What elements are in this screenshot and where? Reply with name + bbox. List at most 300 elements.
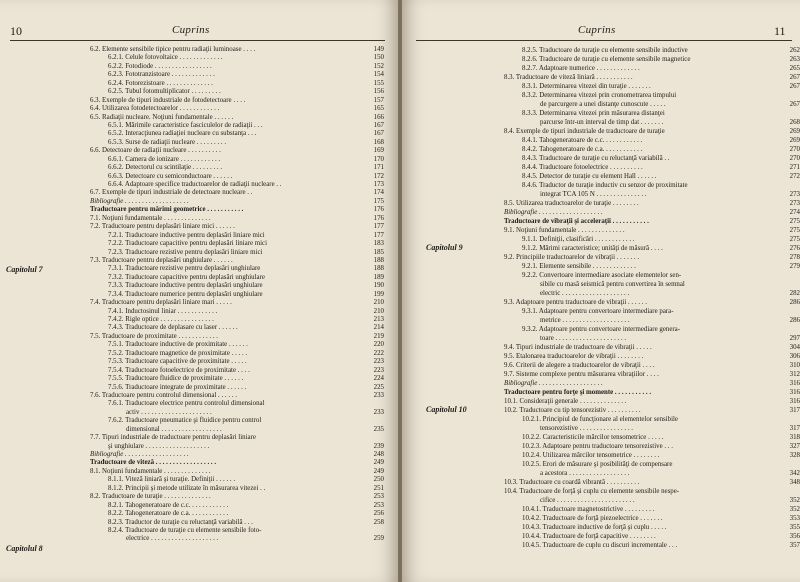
toc-entry-title: 9.7. Sisteme complexe pentru măsurarea vibraţiilor . . . .	[504, 371, 659, 378]
toc-entry	[90, 425, 384, 434]
toc-entry-page: 274	[789, 209, 800, 216]
toc-entry-page: 273	[789, 191, 800, 198]
toc-entry-page: 253	[373, 493, 384, 501]
toc-entry	[90, 493, 384, 501]
toc-entry	[504, 325, 774, 334]
toc-entry-page: 210	[373, 307, 384, 315]
toc-entry	[504, 379, 800, 388]
toc-entry-title: 10.4.2. Traductoare de forţă piezoelectrice . . . . . . .	[522, 515, 663, 522]
toc-entry-page: 154	[373, 71, 384, 79]
toc-entry-page: 286	[789, 299, 800, 306]
toc-entry-title: 6.6.2. Detectorul cu scintilaţie . . . . . . . . .	[108, 164, 223, 172]
toc-entry	[504, 460, 774, 469]
toc-entry	[504, 415, 774, 424]
toc-entry	[504, 118, 800, 127]
toc-entry-page: 317	[789, 407, 800, 414]
toc-entry-title: 8.4.3. Traductoare de turaţie cu reluctanţă variabilă . .	[522, 155, 670, 162]
toc-entry	[90, 96, 384, 105]
toc-entry	[90, 265, 384, 273]
toc-entry	[90, 484, 384, 493]
toc-entry-title: 8.4.5. Detector de turaţie cu element Hall . . . . . .	[522, 173, 657, 180]
toc-entry	[90, 442, 384, 451]
toc-entry-page: 185	[373, 248, 384, 256]
toc-entry-page: 273	[789, 200, 800, 207]
toc-entry-page: 219	[373, 332, 384, 340]
toc-entry-page: 171	[373, 164, 384, 172]
toc-entry	[504, 523, 800, 532]
toc-entry	[504, 253, 800, 262]
toc-entry-page: 342	[789, 470, 800, 477]
toc-entry	[90, 79, 384, 88]
toc-entry-title: 7.4. Traductoare pentru deplasări liniare mari . . . . .	[90, 299, 232, 307]
chapter-label: Capitolul 7	[6, 264, 43, 274]
toc-entry-title: 10.2.3. Adaptoare pentru traductoare tensorezistive . . .	[522, 443, 673, 450]
toc-entry-title: 7.1. Noţiuni fundamentale . . . . . . . . . . . . . .	[90, 214, 211, 222]
toc-entry	[504, 64, 800, 73]
toc-entry	[90, 164, 384, 172]
toc-entry	[504, 307, 774, 316]
toc-entry-title: 9.3.2. Adaptoare pentru convertoare intermediare genera-	[522, 326, 681, 333]
toc-entry-title: 9.3. Adaptoare pentru traductoare de vibraţii . . . . . .	[504, 299, 647, 306]
toc-entry-page: 316	[789, 389, 800, 396]
toc-entry-title: 6.3. Exemple de tipuri industriale de fotodetectoare . . . .	[90, 96, 246, 104]
toc-entry	[504, 145, 800, 154]
toc-entry	[90, 172, 384, 181]
toc-entry-title: 8.2.1. Tahogeneratoare de c.c. . . . . . . . . . . .	[108, 501, 229, 509]
toc-entry-page: 239	[373, 442, 384, 450]
toc-entry-page: 328	[789, 452, 800, 459]
toc-entry-page: 355	[789, 524, 800, 531]
toc-entry-page: 276	[789, 245, 800, 252]
toc-entry	[504, 406, 800, 415]
toc-entry	[90, 408, 384, 417]
toc-entry-page: 235	[373, 425, 384, 433]
toc-entry	[504, 235, 800, 244]
toc-entry-page: 189	[373, 273, 384, 281]
toc-entry	[90, 451, 384, 459]
toc-entry-page: 267	[789, 101, 800, 108]
toc-entry	[90, 366, 384, 375]
toc-entry-page: 222	[373, 349, 384, 357]
toc-entry-page: 297	[789, 335, 800, 342]
toc-entry-title: 6.5.1. Mărimile caracteristice fasciculelor de radiaţii . . .	[108, 121, 263, 129]
chapter-label: Capitolul 10	[426, 405, 467, 414]
right-toc-entries	[504, 46, 800, 550]
toc-entry	[504, 190, 800, 199]
toc-entry-page: 356	[789, 533, 800, 540]
toc-entry-page: 271	[789, 164, 800, 171]
toc-entry-page: 177	[373, 231, 384, 239]
toc-entry-page: 177	[373, 223, 384, 231]
toc-entry-page: 312	[789, 371, 800, 378]
toc-entry-page: 265	[789, 65, 800, 72]
toc-entry-title: 8.2.4. Traductoare de turaţie cu elemente sensibile foto-	[108, 526, 262, 534]
chapter-label: Capitolul 8	[6, 543, 43, 553]
toc-entry	[90, 155, 384, 164]
toc-entry	[90, 501, 384, 510]
toc-entry	[504, 505, 800, 514]
toc-entry-title: Traductoare de vibraţii şi acceleraţii . . . . . . . . . . .	[504, 218, 649, 225]
toc-entry	[504, 46, 800, 55]
toc-entry-title: 7.6.1. Traductoare electrice pentru controlul dimensional	[108, 400, 265, 408]
toc-entry	[504, 55, 800, 64]
toc-entry	[504, 532, 800, 541]
toc-entry-title: 7.2.3. Traductoare rezistive pentru deplasări liniare mici	[108, 248, 263, 256]
toc-entry	[90, 476, 384, 484]
toc-entry-title: Bibliografie . . . . . . . . . . . . . . . . . . .	[90, 197, 189, 205]
toc-entry	[90, 71, 384, 79]
toc-entry-page: 156	[373, 88, 384, 96]
toc-entry-page: 348	[789, 479, 800, 486]
toc-entry	[90, 316, 384, 324]
toc-entry-page: 233	[373, 408, 384, 416]
toc-entry-page: 233	[373, 391, 384, 399]
toc-entry	[90, 121, 384, 130]
toc-entry	[90, 349, 384, 358]
toc-entry	[90, 324, 384, 332]
toc-entry-title: 8.5. Utilizarea traductoarelor de turaţie . . . . . . . .	[504, 200, 639, 207]
toc-entry-page: 155	[373, 79, 384, 87]
toc-entry	[90, 248, 384, 257]
right-page-number: 11	[774, 24, 786, 38]
toc-entry	[504, 514, 800, 523]
toc-entry-page: 318	[789, 434, 800, 441]
toc-entry-title: 6.2.2. Fotodiode . . . . . . . . . . . . . . . . .	[108, 62, 212, 70]
toc-entry	[504, 424, 800, 433]
toc-entry-title: integrat TCA 105 N . . . . . . . . . . . . . . .	[540, 191, 647, 198]
toc-entry-page: 168	[373, 138, 384, 146]
toc-entry-title: 8.1.1. Viteză liniară şi turaţie. Definiţii . . . . . .	[108, 476, 236, 484]
toc-entry-title: 6.6. Detectoare de radiaţii nucleare . . . . . . . . . .	[90, 147, 221, 155]
toc-entry	[90, 290, 384, 299]
left-header-rule	[10, 40, 385, 41]
toc-entry	[90, 181, 384, 189]
toc-entry	[504, 82, 800, 91]
toc-entry	[504, 73, 800, 82]
toc-entry-title: 7.5.4. Traductoare fotoelectrice de proximitate . . . .	[108, 366, 250, 374]
toc-entry-page: 224	[373, 375, 384, 383]
toc-entry-page: 317	[789, 425, 800, 432]
toc-entry	[504, 289, 800, 298]
toc-entry-title: 7.5.1. Traductoare inductive de proximitate . . . . . .	[108, 341, 248, 349]
toc-entry	[504, 442, 800, 451]
toc-entry-page: 269	[789, 128, 800, 135]
toc-entry-page: 286	[789, 317, 800, 324]
toc-entry-page: 256	[373, 510, 384, 518]
toc-entry	[504, 208, 800, 217]
toc-entry	[90, 527, 358, 535]
toc-entry-page: 210	[373, 299, 384, 307]
toc-entry-page: 270	[789, 155, 800, 162]
toc-entry-title: 10.4.5. Traductoare de cuplu cu discuri incrementale . . .	[522, 542, 678, 549]
toc-entry-title: tensorezistive . . . . . . . . . . . . . . . .	[540, 425, 634, 432]
toc-entry-page: 267	[789, 83, 800, 90]
toc-entry-page: 278	[789, 254, 800, 261]
toc-entry-page: 220	[373, 341, 384, 349]
toc-entry-title: 9.1.1. Definiţii, clasificări . . . . . . . . . . . .	[522, 236, 635, 243]
toc-entry-title: 6.2.5. Tubul fotomultiplicator . . . . . . . . .	[108, 88, 221, 96]
right-header	[402, 24, 800, 40]
toc-entry-title: 10.4. Traductoare de forţă şi cuplu cu elemente sensibile nespe-	[504, 488, 680, 495]
toc-entry	[90, 391, 384, 400]
toc-entry-title: de parcurgere a unei distanţe cunoscute . . . . .	[540, 101, 666, 108]
toc-entry-title: 10.3. Traductoare cu coardă vibrantă . . . . . . . . . .	[504, 479, 640, 486]
toc-entry	[504, 397, 800, 406]
toc-entry-title: activ . . . . . . . . . . . . . . . . . . . . .	[126, 408, 212, 416]
toc-entry-title: 6.5.3. Surse de radiaţii nucleare . . . . . . . . .	[108, 138, 227, 146]
toc-entry-page: 173	[373, 181, 384, 188]
toc-entry-title: 8.4.4. Traductoare fotoelectrice . . . . . . . . . .	[522, 164, 643, 171]
toc-entry-page: 262	[789, 47, 800, 54]
toc-entry-title: 8.2. Traductoare de turaţie . . . . . . . . . . . . . .	[90, 493, 211, 501]
right-header-rule	[416, 40, 792, 41]
toc-entry-title: 9.3.1. Adaptoare pentru convertoare intermediare para-	[522, 308, 674, 315]
toc-entry-title: Traductoare pentru forţe şi momente . . . . . . . . . . .	[504, 389, 652, 396]
toc-entry-title: 6.6.1. Camera de ionizare . . . . . . . . . . . .	[108, 155, 221, 163]
toc-entry-title: 10.2. Traductoare cu tip tensorezistiv . . . . . . . . . .	[504, 407, 641, 414]
toc-entry-page: 357	[789, 542, 800, 549]
toc-entry-title: 8.3. Traductoare de viteză liniară . . . . . . . . . . .	[504, 74, 633, 81]
toc-entry-title: parcurse într-un interval de timp dat . . . . . . .	[540, 119, 664, 126]
toc-entry-title: 7.2. Traductoare pentru deplasări liniare mici . . . . . .	[90, 223, 235, 231]
toc-entry-page: 272	[789, 173, 800, 180]
toc-entry-title: 7.3.1. Traductoare rezistive pentru deplasări unghiulare	[108, 265, 261, 273]
toc-entry	[504, 433, 800, 442]
toc-entry	[504, 172, 800, 181]
toc-entry-title: 9.1. Noţiuni fundamentale . . . . . . . . . . . . . .	[504, 227, 625, 234]
toc-entry-title: toare . . . . . . . . . . . . . . . . . . . . .	[540, 335, 627, 342]
toc-entry	[90, 256, 384, 265]
toc-entry-page: 316	[789, 398, 800, 405]
toc-entry-page: 249	[373, 459, 384, 467]
toc-entry-page: 167	[373, 121, 384, 129]
toc-entry-title: 9.2. Principiile traductoarelor de vibraţii . . . . . . .	[504, 254, 640, 261]
toc-entry-title: 8.2.6. Traductoare de turaţie cu elemente sensibile magnetice	[522, 56, 691, 63]
toc-entry	[504, 487, 774, 496]
toc-entry-title: 10.4.4. Traductoare de forţă capacitive . . . . . . . .	[522, 533, 656, 540]
toc-entry	[504, 109, 774, 118]
toc-entry-page: 214	[373, 324, 384, 332]
left-header	[0, 24, 398, 40]
toc-entry-page: 225	[373, 383, 384, 391]
toc-entry-page: 258	[373, 518, 384, 526]
toc-entry-title: 6.2.3. Fototranzistoare . . . . . . . . . . . . .	[108, 71, 215, 79]
toc-entry-title: 9.5. Etalonarea traductoarelor de vibraţii . . . . . . . .	[504, 353, 644, 360]
toc-entry	[90, 358, 384, 366]
toc-entry-page: 263	[789, 56, 800, 63]
toc-entry	[504, 163, 800, 172]
toc-entry	[90, 147, 384, 155]
toc-entry	[90, 223, 384, 231]
toc-entry-title: dimensional . . . . . . . . . . . . . . . . . .	[126, 425, 222, 433]
toc-entry-page: 250	[373, 476, 384, 484]
toc-entry	[90, 518, 384, 527]
toc-entry-page: 152	[373, 62, 384, 70]
toc-entry	[90, 138, 384, 147]
toc-entry	[90, 510, 384, 518]
right-page	[402, 0, 800, 582]
toc-entry	[90, 535, 384, 543]
toc-entry-title: 8.2.3. Traductor de turaţie cu reluctanţă variabilă . . .	[108, 518, 253, 526]
toc-entry-page: 353	[789, 515, 800, 522]
toc-entry-title: 8.3.1. Determinarea vitezei din turaţie . . . . . . .	[522, 83, 651, 90]
toc-entry	[90, 417, 358, 425]
toc-entry	[90, 105, 384, 113]
toc-entry-title: 6.5. Radiaţii nucleare. Noţiuni fundamentale . . . . . .	[90, 113, 234, 121]
toc-entry-title: Bibliografie . . . . . . . . . . . . . . . . . . .	[504, 209, 603, 216]
toc-entry-title: 8.4.6. Traductor de turaţie inductiv cu senzor de proximitate	[522, 182, 688, 189]
toc-entry-page: 275	[789, 227, 800, 234]
toc-entry	[90, 273, 384, 282]
toc-entry	[504, 262, 800, 271]
toc-entry-page: 170	[373, 155, 384, 163]
toc-entry-title: 8.4.2. Tahogeneratoare de c.a. . . . . . . . . . . .	[522, 146, 643, 153]
toc-entry-title: 7.3.3. Traductoare inductive pentru deplasări unghiulare	[108, 282, 263, 290]
toc-entry	[90, 231, 384, 240]
toc-entry-page: 310	[789, 362, 800, 369]
toc-entry-page: 268	[789, 119, 800, 126]
toc-entry-title: 7.3.4. Traductoare numerice pentru deplasări unghiulare	[108, 290, 263, 298]
toc-entry-title: 6.2.1. Celule fotovoltaice . . . . . . . . . . . . .	[108, 54, 223, 62]
toc-entry-title: 10.2.1. Principiul de funcţionare al elementelor sensibile	[522, 416, 678, 423]
toc-entry-page: 327	[789, 443, 800, 450]
left-toc-entries	[90, 46, 384, 544]
toc-entry-title: 7.6.2. Traductoare pneumatice şi fluidice pentru control	[108, 417, 262, 425]
toc-entry-title: 6.2. Elemente sensibile tipice pentru radiaţii luminoase . . . .	[90, 46, 256, 53]
toc-entry-title: 8.3.2. Determinarea vitezei prin cronometrarea timpului	[522, 92, 677, 99]
toc-entry-page: 248	[373, 451, 384, 458]
toc-entry-title: 7.5.5. Traductoare fluidice de proximitate . . . . . .	[108, 375, 244, 383]
toc-entry-title: Traductoare de viteză . . . . . . . . . . . . . . . . . .	[90, 459, 217, 467]
toc-entry-page: 304	[789, 344, 800, 351]
toc-entry-title: 8.2.5. Traductoare de turaţie cu elemente sensibile inductive	[522, 47, 688, 54]
toc-entry-page: 176	[373, 206, 384, 214]
toc-entry-page: 199	[373, 290, 384, 298]
toc-entry	[504, 226, 800, 235]
toc-entry	[90, 189, 384, 197]
toc-entry-page: 157	[373, 96, 384, 104]
toc-entry-title: 9.2.1. Elemente sensibile . . . . . . . . . . . . .	[522, 263, 636, 270]
toc-entry	[504, 280, 774, 289]
toc-entry-title: Traductoare pentru mărimi geometrice . . . . . . . . . . .	[90, 206, 244, 214]
toc-entry	[504, 334, 800, 343]
toc-entry-title: 6.5.2. Interacţiunea radiaţiei nucleare cu substanţa . . .	[108, 130, 257, 138]
toc-entry-title: 7.2.2. Traductoare capacitive pentru deplasări liniare mici	[108, 240, 268, 248]
toc-entry-title: metrice . . . . . . . . . . . . . . . . . . . .	[540, 317, 630, 324]
toc-entry-title: 7.6. Traductoare pentru controlul dimensional . . . . . .	[90, 391, 237, 399]
toc-entry-page: 253	[373, 501, 384, 509]
toc-entry	[90, 467, 384, 476]
toc-entry-title: 9.2.2. Convertoare intermediare asociate elementelor sen-	[522, 272, 682, 279]
toc-entry-title: 7.5.2. Traductoare magnetice de proximitate . . . . .	[108, 349, 248, 357]
toc-entry-title: 6.6.3. Detectoare cu semiconductoare . . . . . .	[108, 172, 233, 180]
toc-entry-title: 8.1. Noţiuni fundamentale . . . . . . . . . . . . . .	[90, 467, 211, 475]
toc-entry-page: 149	[373, 46, 384, 53]
toc-entry	[90, 214, 384, 223]
toc-entry-title: 7.4.2. Rigle optice . . . . . . . . . . . . . . . .	[108, 316, 214, 323]
toc-entry-page: 174	[373, 189, 384, 197]
toc-entry	[90, 46, 384, 54]
toc-entry-page: 267	[789, 74, 800, 81]
toc-entry-title: 7.3. Traductoare pentru deplasări unghiulare . . . . . .	[90, 256, 233, 264]
toc-entry-title: 10.1. Consideraţii generale . . . . . . . . . . . . . .	[504, 398, 627, 405]
toc-entry	[504, 370, 800, 379]
toc-entry	[504, 496, 800, 505]
toc-entry-title: 8.4. Exemple de tipuri industriale de traductoare de turaţie	[504, 128, 665, 135]
toc-entry-page: 352	[789, 506, 800, 513]
toc-entry-title: şi unghiulare . . . . . . . . . . . . . . . . . . .	[108, 442, 210, 450]
toc-entry-title: 7.7. Tipuri industriale de traductoare pentru deplasări liniare	[90, 434, 256, 442]
toc-entry	[90, 459, 384, 467]
toc-entry	[504, 469, 800, 478]
toc-entry	[90, 299, 384, 307]
toc-entry-title: Bibliografie . . . . . . . . . . . . . . . . . . .	[90, 451, 189, 458]
toc-entry	[504, 361, 800, 370]
toc-entry-title: 8.1.2. Principii şi metode utilizate în măsurarea vitezei . .	[108, 484, 266, 492]
toc-entry-title: 6.7. Exemple de tipuri industriale de detectoare nucleare . .	[90, 189, 253, 197]
toc-entry	[90, 307, 384, 316]
toc-entry	[504, 298, 800, 307]
toc-entry-title: 8.4.1. Tahogeneratoare de c.c. . . . . . . . . . . .	[522, 137, 643, 144]
toc-entry	[504, 127, 800, 136]
toc-entry-title: electric . . . . . . . . . . . . . . . . . . . .	[540, 290, 630, 297]
toc-entry-page: 175	[373, 197, 384, 205]
toc-entry-page: 249	[373, 467, 384, 475]
toc-entry	[90, 375, 384, 383]
toc-entry-title: 7.4.3. Traductoare de deplasare cu laser . . . . . .	[108, 324, 238, 332]
toc-entry	[504, 352, 800, 361]
left-page	[0, 0, 398, 582]
toc-entry-page: 279	[789, 263, 800, 270]
toc-entry-page: 306	[789, 353, 800, 360]
toc-entry-title: 8.3.3. Determinarea vitezei prin măsurarea distanţei	[522, 110, 665, 117]
toc-entry-page: 188	[373, 256, 384, 264]
toc-entry	[504, 217, 800, 226]
toc-entry	[504, 91, 774, 100]
toc-entry-title: sibile cu masă seismică pentru convertirea în semnal	[540, 281, 685, 288]
toc-entry	[504, 244, 800, 253]
toc-entry-title: 7.2.1. Traductoare inductive pentru deplasări liniare mici	[108, 231, 265, 239]
toc-entry-title: 10.4.3. Traductoare inductive de forţă şi cuplu . . . . .	[522, 524, 667, 531]
toc-entry	[90, 282, 384, 290]
toc-entry-title: 6.6.4. Adaptoare specifice traductoarelor de radiaţii nucleare . .	[108, 181, 282, 188]
toc-entry	[504, 181, 774, 190]
toc-entry-title: 9.4. Tipuri industriale de traductoare de vibraţii . . . . .	[504, 344, 652, 351]
toc-entry-title: a acestora . . . . . . . . . . . . . . . . . .	[540, 470, 630, 477]
toc-entry	[504, 388, 800, 397]
toc-entry-page: 270	[789, 146, 800, 153]
toc-entry-title: 7.5.6. Traductoare integrate de proximitate . . . . . .	[108, 383, 247, 391]
toc-entry-title: 10.2.4. Utilizarea mărcilor tensometrice . . . . . . . .	[522, 452, 660, 459]
toc-entry	[90, 62, 384, 71]
toc-entry	[90, 240, 384, 248]
toc-entry-title: 8.2.2. Tahogeneratoare de c.a. . . . . . . . . . . .	[108, 510, 229, 518]
toc-entry	[504, 199, 800, 208]
toc-entry-page: 275	[789, 236, 800, 243]
toc-entry-title: cifice . . . . . . . . . . . . . . . . . . . . . . .	[540, 497, 635, 504]
toc-entry	[504, 271, 774, 280]
toc-entry	[90, 332, 384, 341]
toc-entry-title: 9.1.2. Mărimi caracteristice; unităţi de măsură . . . .	[522, 245, 663, 252]
toc-entry	[90, 88, 384, 96]
toc-entry-page: 172	[373, 172, 384, 180]
left-running-title: Cuprins	[172, 24, 210, 36]
toc-entry-title: 7.5. Traductoare de proximitate . . . . . . . . . . . .	[90, 332, 219, 340]
toc-entry-page: 275	[789, 218, 800, 225]
toc-entry	[90, 341, 384, 349]
toc-entry-title: 7.3.2. Traductoare capacitive pentru deplasări unghiulare	[108, 273, 265, 281]
toc-entry-page: 213	[373, 316, 384, 323]
